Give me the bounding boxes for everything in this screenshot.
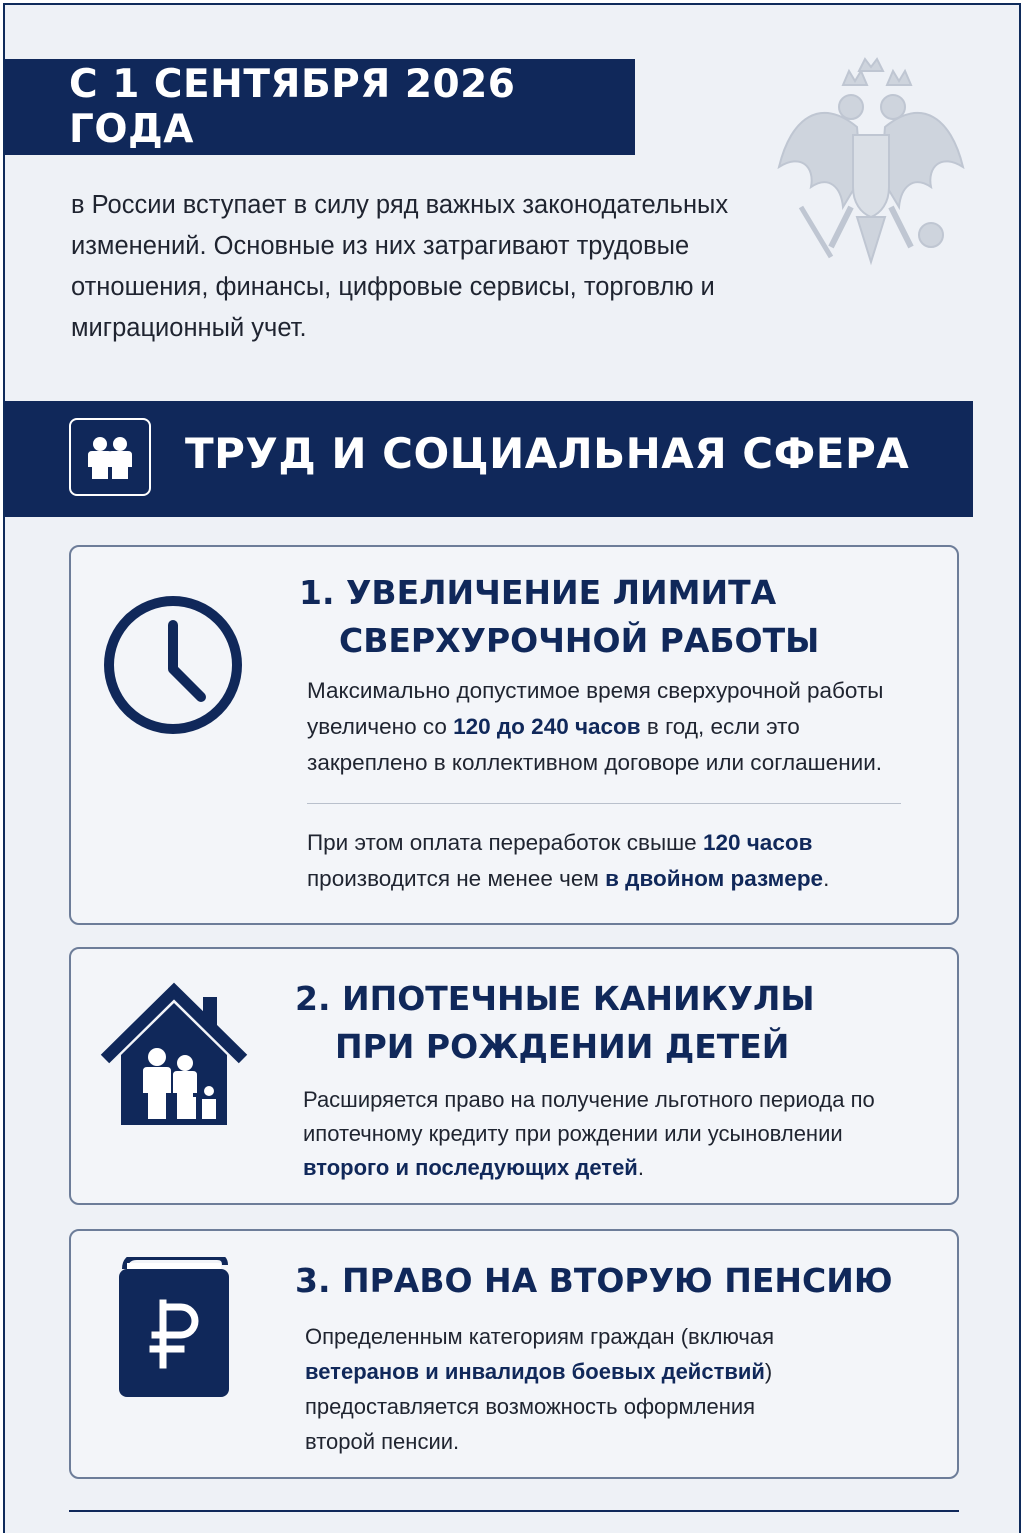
card-title [295, 975, 815, 1071]
card-title-line2: СВЕРХУРОЧНОЙ РАБОТЫ [339, 621, 820, 660]
card-mortgage [69, 947, 959, 1205]
highlight: 120 до 240 часов [453, 714, 641, 739]
card-text: Максимально допустимое время сверхурочной работы увеличено со 120 до 240 часов в год, если это закреплено в коллективном договоре или соглашении. [307, 678, 884, 775]
highlight: ветеранов и инвалидов боевых действий [305, 1359, 765, 1384]
section-title: ТРУД И СОЦИАЛЬНАЯ СФЕРА [185, 429, 910, 478]
coat-of-arms-icon [771, 57, 971, 277]
highlight: 120 часов [702, 830, 813, 855]
bottom-divider [69, 1510, 959, 1512]
ruble-book-icon [119, 1257, 229, 1397]
card-title-line1: 2. ИПОТЕЧНЫЕ КАНИКУЛЫ [295, 979, 815, 1018]
highlight: в двойном размере [605, 866, 824, 891]
card-title-line1: 1. УВЕЛИЧЕНИЕ ЛИМИТА [299, 573, 777, 612]
clock-icon [101, 593, 245, 737]
card-overtime [69, 545, 959, 925]
highlight: второго и последующих детей [303, 1155, 638, 1180]
infographic-page [3, 3, 1021, 1533]
date-banner [5, 59, 635, 155]
house-family-icon [99, 977, 249, 1125]
divider [307, 803, 901, 804]
card-title [299, 569, 819, 665]
date-title: С 1 СЕНТЯБРЯ 2026 ГОДА [69, 62, 516, 152]
intro-text: в России вступает в силу ряд важных законодательных изменений. Основные из них затрагивают трудовые отношения, финансы, цифровые сервисы, торговлю и миграционный учет. [71, 191, 729, 342]
card-text: Определенным категориям граждан (включая ветеранов и инвалидов боевых действий) предоставляется возможность оформления второй пенсии. [305, 1324, 775, 1454]
card-text: Расширяется право на получение льготного периода по ипотечному кредиту при рождении или усыновлении второго и последующих детей. [303, 1087, 875, 1180]
card-title-line1: 3. ПРАВО НА ВТОРУЮ ПЕНСИЮ [295, 1261, 893, 1300]
card-title [295, 1257, 893, 1305]
card-note: При этом оплата переработок свыше 120 часов производится не менее чем в двойном размере. [307, 830, 830, 891]
people-icon [69, 418, 151, 496]
card-pension [69, 1229, 959, 1479]
card-title-line2: ПРИ РОЖДЕНИИ ДЕТЕЙ [335, 1027, 790, 1066]
section-header [5, 401, 973, 517]
